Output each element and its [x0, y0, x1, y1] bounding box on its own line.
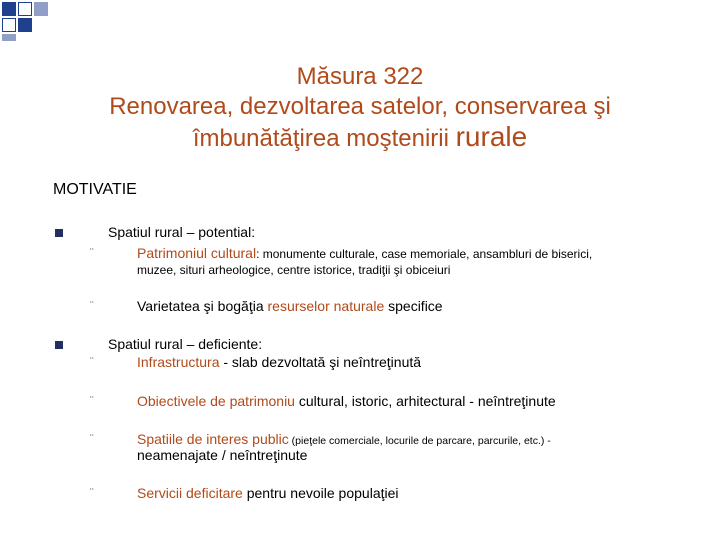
item-accent: Patrimoniul cultural: [137, 245, 257, 261]
title-line-1: Măsura 322: [296, 63, 424, 90]
item-text-end: specifice: [384, 298, 443, 314]
item-text: - slab dezvoltată şi neîntreţinută: [219, 354, 422, 370]
title-line-2: Renovarea, dezvoltarea satelor, conservarea şi: [109, 93, 611, 120]
item-text: Varietatea şi bogăţia: [137, 298, 268, 314]
slide-title: [0, 62, 720, 154]
item-note: (pieţele comerciale, locurile de parcare, parcurile, etc.) -: [288, 435, 551, 447]
box-bullet-icon: ¨: [90, 433, 94, 445]
item-text: cultural, istoric, arhitectural - neîntreţinute: [294, 393, 556, 409]
item-text: pentru nevoile populaţiei: [242, 485, 399, 501]
square-bullet-icon: [55, 341, 65, 351]
item-accent: Spatiile de interes public: [137, 431, 289, 447]
list-item: [137, 298, 677, 315]
section-heading: MOTIVATIE: [53, 181, 137, 198]
corner-decoration: [0, 0, 60, 45]
box-bullet-icon: ¨: [90, 487, 94, 499]
item-accent: resurselor naturale: [267, 298, 385, 314]
item-continuation: neamenajate / neîntreţinute: [137, 447, 308, 463]
item-accent: Infrastructura: [137, 354, 220, 370]
box-bullet-icon: ¨: [90, 247, 94, 259]
list-item: [137, 354, 677, 371]
item-accent: Obiectivele de patrimoniu: [137, 393, 295, 409]
title-line-3-part-2: rurale: [455, 121, 528, 152]
item-text: : monumente culturale, case memoriale, ansambluri de biserici,: [256, 247, 593, 261]
title-line-3-part-1: îmbunătăţirea moştenirii: [192, 125, 456, 152]
square-bullet-icon: [55, 229, 65, 239]
list-item: [137, 393, 677, 410]
section-label-deficiente: Spatiul rural – deficiente:: [108, 336, 263, 352]
box-bullet-icon: ¨: [90, 356, 94, 368]
list-item: [137, 245, 677, 263]
list-item: [137, 485, 677, 502]
section-label-potential: Spatiul rural – potential:: [108, 224, 256, 240]
item-continuation: muzee, situri arheologice, centre istorice, tradiţii şi obiceiuri: [137, 263, 451, 277]
title-line-3: [0, 122, 720, 154]
box-bullet-icon: ¨: [90, 300, 94, 312]
box-bullet-icon: ¨: [90, 395, 94, 407]
item-accent: Servicii deficitare: [137, 485, 243, 501]
